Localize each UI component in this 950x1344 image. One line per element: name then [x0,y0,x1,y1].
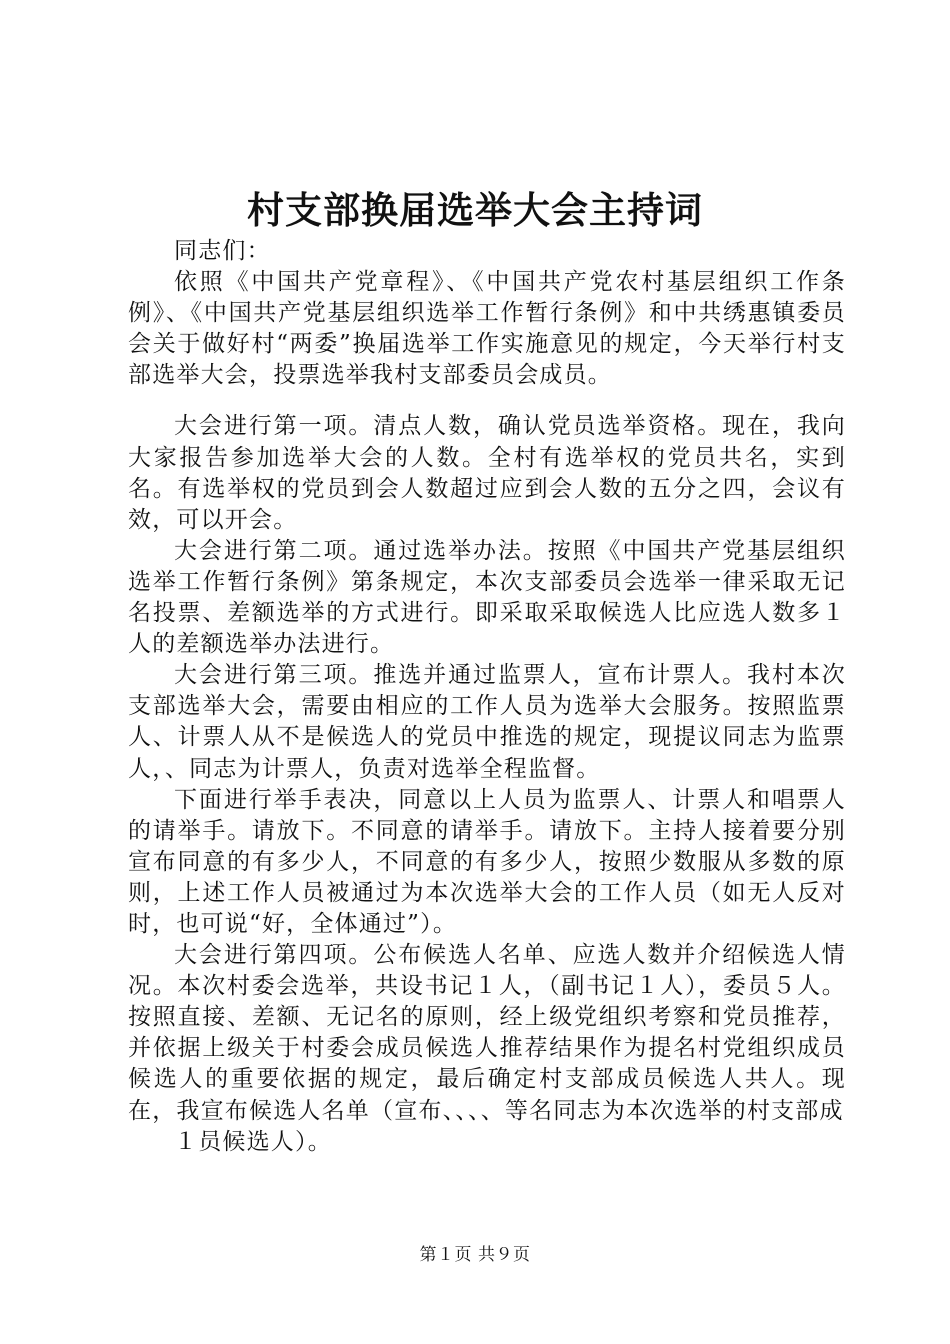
paragraph-item-2: 大会进行第二项。通过选举办法。按照《中国共产党基层组织选举工作暂行条例》第条规定，本次支部委员会选举一律采取无记名投票、差额选举的方式进行。即采取采取候选人比应选人数多１人的差额选举办法进行。 [128,537,846,658]
paragraph-item-4: 大会进行第四项。公布候选人名单、应选人数并介绍候选人情况。本次村委会选举，共设书记１人，（副书记１人），委员５人。按照直接、差额、无记名的原则，经上级党组织考察和党员推荐，并依据上级关于村委会成员候选人推荐结果作为提名村党组织成员候选人的重要依据的规定，最后确定村支部成员候选人共人。现在，我宣布候选人名单（宣布、、、、等名同志为本次选举的村支部成 [128,942,846,1124]
document-title: 村支部换届选举大会主持词 [247,188,703,232]
paragraph-intro: 依照《中国共产党章程》、《中国共产党农村基层组织工作条例》、《中国共产党基层组织选举工作暂行条例》和中共绣惠镇委员会关于做好村“两委”换届选举工作实施意见的规定，今天举行村支部选举大会，投票选举我村支部委员会成员。 [128,269,846,389]
salutation: 同志们： [174,238,271,264]
paragraph-vote: 下面进行举手表决，同意以上人员为监票人、计票人和唱票人的请举手。请放下。不同意的请举手。请放下。主持人接着要分别宣布同意的有多少人，不同意的有多少人，按照少数服从多数的原则，上述工作人员被通过为本次选举大会的工作人员（如无人反对时，也可说“好，全体通过”）。 [128,786,846,937]
paragraph-item-1: 大会进行第一项。清点人数，确认党员选举资格。现在，我向大家报告参加选举大会的人数。全村有选举权的党员共名，实到名。有选举权的党员到会人数超过应到会人数的五分之四，会议有效，可以开会。 [128,413,846,533]
page-number-footer: 第１页 共９页 [419,1245,531,1265]
paragraph-tail: １员候选人）。 [174,1128,332,1155]
paragraph-item-3: 大会进行第三项。推选并通过监票人，宣布计票人。我村本次支部选举大会，需要由相应的工作人员为选举大会服务。按照监票人、计票人从不是候选人的党员中推选的规定，现提议同志为监票人，、同志为计票人，负责对选举全程监督。 [128,662,846,782]
document-body [128,236,846,1158]
